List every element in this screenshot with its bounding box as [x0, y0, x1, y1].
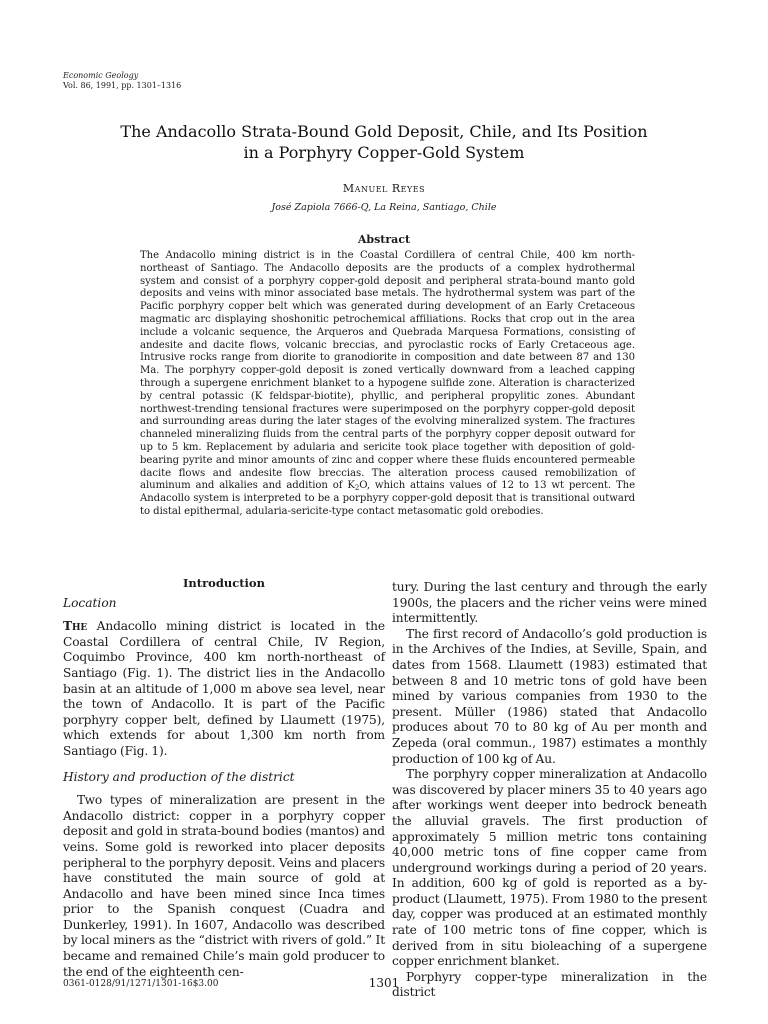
history-paragraph: Two types of mineralization are present in the Andacollo district: copper in a porphyry copper deposit and gold in strata-bound bodies (mantos) and veins. Some gold is reworked into placer deposits peripheral to the porphyry deposit. Veins and placers have constituted the main source of gold at Andacollo and have been mined since Inca times prior to the Spanish conquest (Cuadra and Dunkerley, 1991). In 1607, Andacollo was described by local miners as the “district with rivers of gold.” It became and remained Chile’s main gold producer to the end of the eighteenth cen-	[63, 793, 385, 979]
abstract-text-part-2: O, which attains values of 12 to 13 wt percent. The Andacollo system is interpreted to be a porphyry copper-gold deposit that is transitional outward to distal epithermal, adularia-sericite-type contact metasomatic gold orebodies.	[140, 480, 635, 517]
right-paragraph-1: tury. During the last century and through the early 1900s, the placers and the richer veins were mined intermittently.	[392, 580, 707, 626]
journal-name: Economic Geology	[63, 71, 139, 80]
abstract-text-part-1: The Andacollo mining district is in the Coastal Cordillera of central Chile, 400 km north-northeast of Santiago. The Andacollo deposits are the products of a complex hydrothermal system and consist of a porphyry copper-gold deposit and peripheral strata-bound manto gold deposits and veins with minor associated base metals. The hydrothermal system was part of the Pacific porphyry copper belt which was generated during development of an Early Cretaceous magmatic arc displaying shoshonitic petrochemical affiliations. Rocks that crop out in the area include a volcanic sequence, the Arqueros and Quebrada Marquesa Formations, consisting of andesite and dacite flows, volcanic breccias, and pyroclastic rocks of Early Cretaceous age. Intrusive rocks range from diorite to granodiorite in composition and date between 87 and 130 Ma. The porphyry copper-gold deposit is zoned vertically downward from a leached capping through a supergene enrichment blanket to a hypogene sulfide zone. Alteration is characterized by central potassic (K feldspar-biotite), phyllic, and peripheral propylitic zones. Abundant northwest-trending tensional fractures were superimposed on the porphyry copper-gold deposit and surrounding areas during the later stages of the evolving mineralized system. The fractures channeled mineralizing fluids from the central parts of the porphyry copper deposit outward for up to 5 km. Replacement by adularia and sericite took place together with deposition of gold-bearing pyrite and minor amounts of zinc and copper where these fluids encountered permeable dacite flows and andesite flow breccias. The alteration process caused remobilization of aluminum and alkalies and addition of K	[140, 250, 635, 492]
location-text: Andacollo mining district is located in the Coastal Cordillera of central Chile, IV Region, Coquimbo Province, 400 km north-northeast of Santiago (Fig. 1). The district lies in the Andacollo basin at an altitude of 1,000 m above sea level, near the town of Andacollo. It is part of the Pacific porphyry copper belt, defined by Llaumett (1975), which extends for about 1,300 km north from Santiago (Fig. 1).	[63, 619, 385, 758]
introduction-heading: Introduction	[183, 576, 265, 590]
paper-title-line-2: in a Porphyry Copper-Gold System	[243, 143, 525, 162]
history-subheading: History and production of the district	[63, 769, 295, 784]
footer-code: 0361-0128/91/1271/1301-16$3.00	[63, 979, 219, 989]
abstract-subscript: 2	[354, 484, 360, 493]
journal-volume: Vol. 86, 1991, pp. 1301–1316	[63, 81, 182, 90]
journal-header	[63, 71, 181, 91]
location-leadin: The	[63, 619, 88, 634]
abstract-heading: Abstract	[357, 233, 411, 246]
right-paragraph-3: The porphyry copper mineralization at Andacollo was discovered by placer miners 35 to 40 years ago after workings went deeper into bedrock beneath the alluvial gravels. The first production of approximately 5 million metric tons containing 40,000 metric tons of fine copper came from underground workings during a period of 20 years. In addition, 600 kg of gold is reported as a by-product (Llaumett, 1975). From 1980 to the present day, copper was produced at an estimated monthly rate of 100 metric tons of fine copper, which is derived from in situ bioleaching of a supergene copper enrichment blanket.	[392, 767, 707, 969]
paper-title-line-1: The Andacollo Strata-Bound Gold Deposit, Chile, and Its Position	[120, 122, 648, 141]
author-affiliation: José Zapiola 7666-Q, La Reina, Santiago, Chile	[271, 202, 497, 213]
paper-title	[40, 121, 728, 163]
right-paragraph-2: The first record of Andacollo’s gold production is in the Archives of the Indies, at Seville, Spain, and dates from 1568. Llaumett (1983) estimated that between 8 and 10 metric tons of gold have been mined by various companies from 1930 to the present. Müller (1986) stated that Andacollo produces about 70 to 80 kg of Au per month and Zepeda (oral commun., 1987) estimates a monthly production of 100 kg of Au.	[392, 626, 707, 766]
left-column	[63, 576, 385, 980]
abstract-body	[140, 250, 635, 519]
location-subheading: Location	[63, 595, 117, 610]
location-paragraph	[63, 619, 385, 759]
page-number: 1301	[368, 976, 400, 990]
author-name: Manuel Reyes	[342, 182, 426, 195]
right-column	[392, 580, 707, 1001]
right-paragraph-4: Porphyry copper-type mineralization in the district	[392, 969, 707, 1000]
